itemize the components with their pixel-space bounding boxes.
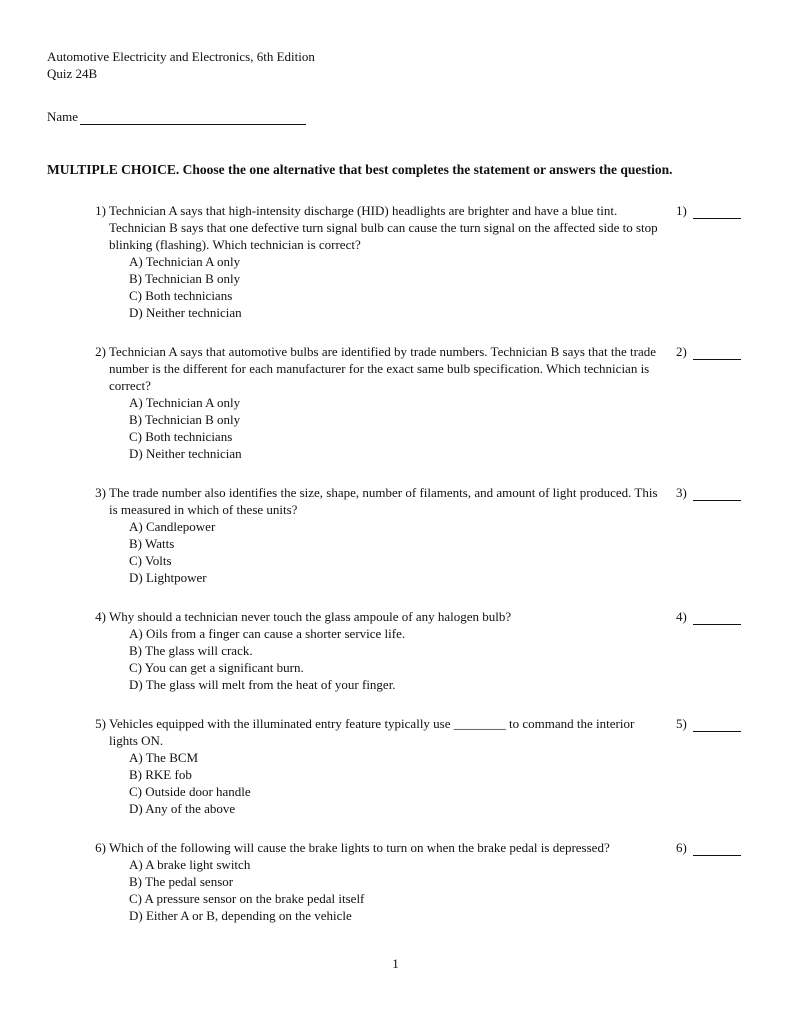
answer-number: 2) <box>676 344 687 359</box>
choice: C) You can get a significant burn. <box>129 660 304 675</box>
answer-blank <box>676 715 744 732</box>
choices <box>129 394 660 462</box>
document-subtitle: Quiz 24B <box>47 66 98 81</box>
question-text: Technician A says that high-intensity discharge (HID) headlights are brighter and have a blue tint. Technician B says that one defective turn signal bulb can cause the turn signal on the affected side to stop blinking (flashing). Which technician is correct? <box>109 203 658 252</box>
choice: C) Outside door handle <box>129 784 251 799</box>
name-fill-in-line[interactable] <box>80 110 306 125</box>
choice: A) Technician A only <box>129 254 241 269</box>
answer-blank <box>676 839 744 856</box>
question-block <box>92 202 744 321</box>
choice: B) The glass will crack. <box>129 643 253 658</box>
section-heading: MULTIPLE CHOICE. Choose the one alternative that best completes the statement or answers the question. <box>47 162 673 177</box>
answer-blank <box>676 484 744 501</box>
choices <box>129 253 660 321</box>
question-body <box>109 608 660 693</box>
answer-fill-in-line[interactable] <box>693 204 741 219</box>
questions-list <box>47 202 744 924</box>
question-block <box>92 343 744 462</box>
choice: C) Both technicians <box>129 429 233 444</box>
answer-blank <box>676 608 744 625</box>
answer-fill-in-line[interactable] <box>693 486 741 501</box>
question-text: Vehicles equipped with the illuminated entry feature typically use ________ to command the interior lights ON. <box>109 716 635 748</box>
question-text: Technician A says that automotive bulbs are identified by trade numbers. Technician B says that the trade number is the different for each manufacturer for the exact same bulb specification. Which technician is correct? <box>109 344 657 393</box>
answer-fill-in-line[interactable] <box>693 610 741 625</box>
answer-fill-in-line[interactable] <box>693 841 741 856</box>
question-text: Which of the following will cause the brake lights to turn on when the brake pedal is depressed? <box>109 840 610 855</box>
choice: B) RKE fob <box>129 767 192 782</box>
question-body <box>109 343 660 462</box>
choice: D) Any of the above <box>129 801 236 816</box>
choice: A) The BCM <box>129 750 199 765</box>
question-body <box>109 202 660 321</box>
question-block <box>92 715 744 817</box>
choice: B) The pedal sensor <box>129 874 234 889</box>
question-text: The trade number also identifies the size, shape, number of filaments, and amount of light produced. This is measured in which of these units? <box>109 485 658 517</box>
choice: D) Lightpower <box>129 570 207 585</box>
question-block <box>92 484 744 586</box>
choice: A) A brake light switch <box>129 857 251 872</box>
question-number: 6) <box>95 840 106 855</box>
answer-number: 3) <box>676 485 687 500</box>
question-body <box>109 715 660 817</box>
choice: D) Neither technician <box>129 446 242 461</box>
answer-number: 4) <box>676 609 687 624</box>
answer-fill-in-line[interactable] <box>693 345 741 360</box>
choice: B) Watts <box>129 536 175 551</box>
answer-blank <box>676 202 744 219</box>
question-body <box>109 484 660 586</box>
name-label: Name <box>47 109 79 124</box>
answer-blank <box>676 343 744 360</box>
choice: D) The glass will melt from the heat of your finger. <box>129 677 396 692</box>
question-number: 2) <box>95 344 106 359</box>
question-number: 4) <box>95 609 106 624</box>
question-number: 5) <box>95 716 106 731</box>
choice: B) Technician B only <box>129 271 241 286</box>
choice: A) Candlepower <box>129 519 216 534</box>
choices <box>129 625 660 693</box>
document-title: Automotive Electricity and Electronics, 6th Edition <box>47 49 315 64</box>
answer-fill-in-line[interactable] <box>693 717 741 732</box>
choices <box>129 518 660 586</box>
question-number: 3) <box>95 485 106 500</box>
answer-number: 1) <box>676 203 687 218</box>
choices <box>129 856 660 924</box>
choice: A) Technician A only <box>129 395 241 410</box>
name-row <box>47 108 744 125</box>
choices <box>129 749 660 817</box>
answer-number: 5) <box>676 716 687 731</box>
question-number: 1) <box>95 203 106 218</box>
choice: C) Both technicians <box>129 288 233 303</box>
question-block <box>92 608 744 693</box>
choice: B) Technician B only <box>129 412 241 427</box>
question-body <box>109 839 660 924</box>
question-text: Why should a technician never touch the glass ampoule of any halogen bulb? <box>109 609 512 624</box>
choice: C) A pressure sensor on the brake pedal itself <box>129 891 365 906</box>
page-number: 1 <box>392 956 399 971</box>
choice: D) Either A or B, depending on the vehicle <box>129 908 352 923</box>
choice: D) Neither technician <box>129 305 242 320</box>
question-block <box>92 839 744 924</box>
choice: C) Volts <box>129 553 172 568</box>
answer-number: 6) <box>676 840 687 855</box>
choice: A) Oils from a finger can cause a shorter service life. <box>129 626 406 641</box>
